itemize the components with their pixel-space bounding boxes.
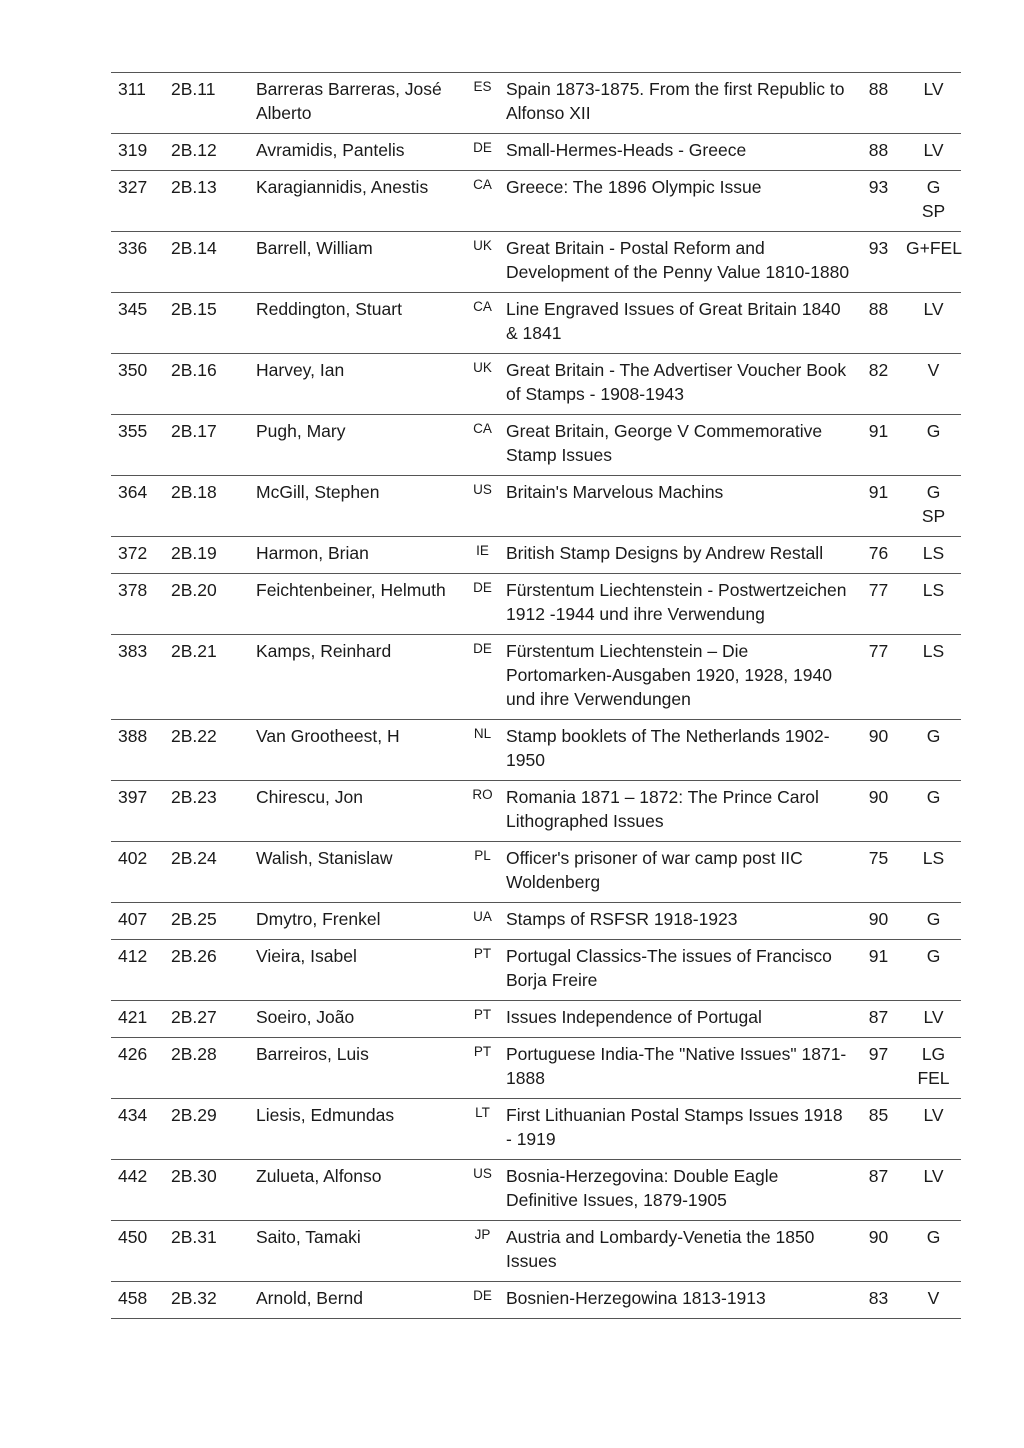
medal-cell: LV	[906, 73, 961, 134]
exhibit-code-cell: 2B.11	[171, 73, 256, 134]
country-code-cell: CA	[464, 415, 501, 476]
frame-number-cell: 434	[111, 1099, 171, 1160]
table-row	[111, 134, 961, 171]
frame-number-cell: 426	[111, 1038, 171, 1099]
exhibitor-name-cell: Arnold, Bernd	[256, 1282, 464, 1319]
frame-number-cell: 388	[111, 720, 171, 781]
exhibit-code-cell: 2B.20	[171, 574, 256, 635]
medal-cell: LV	[906, 293, 961, 354]
exhibitor-name-cell: Barrell, William	[256, 232, 464, 293]
country-code-cell: UK	[464, 232, 501, 293]
medal-cell: LV	[906, 134, 961, 171]
country-code-cell: US	[464, 476, 501, 537]
medal-cell: LS	[906, 537, 961, 574]
points-cell: 88	[851, 73, 906, 134]
exhibit-title-cell: First Lithuanian Postal Stamps Issues 1918 - 1919	[501, 1099, 851, 1160]
points-cell: 97	[851, 1038, 906, 1099]
points-cell: 91	[851, 940, 906, 1001]
exhibitor-name-cell: Saito, Tamaki	[256, 1221, 464, 1282]
exhibit-title-cell: Great Britain - Postal Reform and Development of the Penny Value 1810-1880	[501, 232, 851, 293]
country-code-cell: PT	[464, 1001, 501, 1038]
exhibit-title-cell: Austria and Lombardy-Venetia the 1850 Issues	[501, 1221, 851, 1282]
country-code-cell: DE	[464, 574, 501, 635]
exhibitor-name-cell: McGill, Stephen	[256, 476, 464, 537]
country-code-cell: DE	[464, 635, 501, 720]
exhibit-title-cell: Line Engraved Issues of Great Britain 1840 & 1841	[501, 293, 851, 354]
frame-number-cell: 421	[111, 1001, 171, 1038]
table-row	[111, 537, 961, 574]
country-code-cell: UK	[464, 354, 501, 415]
frame-number-cell: 311	[111, 73, 171, 134]
exhibit-code-cell: 2B.23	[171, 781, 256, 842]
frame-number-cell: 383	[111, 635, 171, 720]
exhibit-title-cell: Portugal Classics-The issues of Francisco Borja Freire	[501, 940, 851, 1001]
frame-number-cell: 336	[111, 232, 171, 293]
exhibit-title-cell: Great Britain, George V Commemorative Stamp Issues	[501, 415, 851, 476]
exhibitor-name-cell: Feichtenbeiner, Helmuth	[256, 574, 464, 635]
exhibitor-name-cell: Barreras Barreras, José Alberto	[256, 73, 464, 134]
exhibit-title-cell: Bosnia-Herzegovina: Double Eagle Definitive Issues, 1879-1905	[501, 1160, 851, 1221]
points-cell: 93	[851, 232, 906, 293]
frame-number-cell: 350	[111, 354, 171, 415]
country-code-cell: JP	[464, 1221, 501, 1282]
exhibit-title-cell: Portuguese India-The "Native Issues" 1871-1888	[501, 1038, 851, 1099]
country-code-cell: US	[464, 1160, 501, 1221]
points-cell: 83	[851, 1282, 906, 1319]
country-code-cell: IE	[464, 537, 501, 574]
points-cell: 90	[851, 903, 906, 940]
frame-number-cell: 402	[111, 842, 171, 903]
exhibit-title-cell: British Stamp Designs by Andrew Restall	[501, 537, 851, 574]
points-cell: 87	[851, 1001, 906, 1038]
medal-cell: G	[906, 720, 961, 781]
points-cell: 90	[851, 720, 906, 781]
table-row	[111, 1160, 961, 1221]
exhibit-title-cell: Spain 1873-1875. From the first Republic to Alfonso XII	[501, 73, 851, 134]
exhibitor-name-cell: Avramidis, Pantelis	[256, 134, 464, 171]
points-cell: 85	[851, 1099, 906, 1160]
exhibit-code-cell: 2B.12	[171, 134, 256, 171]
table-row	[111, 574, 961, 635]
table-row	[111, 903, 961, 940]
points-cell: 87	[851, 1160, 906, 1221]
points-cell: 76	[851, 537, 906, 574]
frame-number-cell: 327	[111, 171, 171, 232]
medal-cell: G	[906, 415, 961, 476]
medal-cell: V	[906, 354, 961, 415]
table-row	[111, 1221, 961, 1282]
exhibit-code-cell: 2B.13	[171, 171, 256, 232]
frame-number-cell: 412	[111, 940, 171, 1001]
medal-cell: LV	[906, 1099, 961, 1160]
exhibit-code-cell: 2B.31	[171, 1221, 256, 1282]
frame-number-cell: 458	[111, 1282, 171, 1319]
medal-cell: G SP	[906, 476, 961, 537]
frame-number-cell: 450	[111, 1221, 171, 1282]
medal-cell: V	[906, 1282, 961, 1319]
table-row	[111, 293, 961, 354]
exhibitor-name-cell: Barreiros, Luis	[256, 1038, 464, 1099]
country-code-cell: PT	[464, 1038, 501, 1099]
exhibit-title-cell: Stamps of RSFSR 1918-1923	[501, 903, 851, 940]
frame-number-cell: 372	[111, 537, 171, 574]
medal-cell: LG FEL	[906, 1038, 961, 1099]
medal-cell: LS	[906, 574, 961, 635]
medal-cell: LS	[906, 842, 961, 903]
exhibit-code-cell: 2B.19	[171, 537, 256, 574]
country-code-cell: RO	[464, 781, 501, 842]
exhibitor-name-cell: Kamps, Reinhard	[256, 635, 464, 720]
exhibitor-name-cell: Liesis, Edmundas	[256, 1099, 464, 1160]
points-cell: 88	[851, 293, 906, 354]
table-row	[111, 476, 961, 537]
table-row	[111, 1282, 961, 1319]
table-row	[111, 940, 961, 1001]
exhibitor-name-cell: Chirescu, Jon	[256, 781, 464, 842]
exhibitor-name-cell: Van Grootheest, H	[256, 720, 464, 781]
exhibitor-name-cell: Walish, Stanislaw	[256, 842, 464, 903]
medal-cell: G	[906, 940, 961, 1001]
points-cell: 77	[851, 574, 906, 635]
country-code-cell: PL	[464, 842, 501, 903]
country-code-cell: LT	[464, 1099, 501, 1160]
medal-cell: G	[906, 1221, 961, 1282]
exhibitor-name-cell: Zulueta, Alfonso	[256, 1160, 464, 1221]
table-row	[111, 232, 961, 293]
country-code-cell: CA	[464, 293, 501, 354]
frame-number-cell: 442	[111, 1160, 171, 1221]
exhibit-code-cell: 2B.21	[171, 635, 256, 720]
exhibit-code-cell: 2B.26	[171, 940, 256, 1001]
medal-cell: G+FEL	[906, 232, 961, 293]
points-cell: 75	[851, 842, 906, 903]
exhibit-code-cell: 2B.16	[171, 354, 256, 415]
exhibit-title-cell: Fürstentum Liechtenstein - Postwertzeichen 1912 -1944 und ihre Verwendung	[501, 574, 851, 635]
exhibit-title-cell: Romania 1871 – 1872: The Prince Carol Lithographed Issues	[501, 781, 851, 842]
table-row	[111, 1099, 961, 1160]
points-cell: 82	[851, 354, 906, 415]
medal-cell: G SP	[906, 171, 961, 232]
exhibit-code-cell: 2B.30	[171, 1160, 256, 1221]
table-row	[111, 635, 961, 720]
table-row	[111, 720, 961, 781]
exhibit-title-cell: Officer's prisoner of war camp post IIC Woldenberg	[501, 842, 851, 903]
frame-number-cell: 364	[111, 476, 171, 537]
medal-cell: G	[906, 903, 961, 940]
country-code-cell: NL	[464, 720, 501, 781]
document-page	[111, 72, 961, 1319]
exhibit-title-cell: Britain's Marvelous Machins	[501, 476, 851, 537]
points-cell: 91	[851, 415, 906, 476]
exhibitor-name-cell: Vieira, Isabel	[256, 940, 464, 1001]
exhibit-code-cell: 2B.27	[171, 1001, 256, 1038]
table-row	[111, 354, 961, 415]
exhibitor-name-cell: Karagiannidis, Anestis	[256, 171, 464, 232]
exhibit-code-cell: 2B.22	[171, 720, 256, 781]
table-row	[111, 73, 961, 134]
exhibitor-name-cell: Dmytro, Frenkel	[256, 903, 464, 940]
exhibitor-name-cell: Harmon, Brian	[256, 537, 464, 574]
frame-number-cell: 319	[111, 134, 171, 171]
points-cell: 90	[851, 1221, 906, 1282]
medal-cell: LV	[906, 1001, 961, 1038]
country-code-cell: DE	[464, 1282, 501, 1319]
frame-number-cell: 355	[111, 415, 171, 476]
points-cell: 77	[851, 635, 906, 720]
country-code-cell: DE	[464, 134, 501, 171]
exhibit-title-cell: Stamp booklets of The Netherlands 1902-1950	[501, 720, 851, 781]
table-row	[111, 1001, 961, 1038]
exhibitor-name-cell: Reddington, Stuart	[256, 293, 464, 354]
points-cell: 90	[851, 781, 906, 842]
exhibit-title-cell: Great Britain - The Advertiser Voucher Book of Stamps - 1908-1943	[501, 354, 851, 415]
exhibit-title-cell: Small-Hermes-Heads - Greece	[501, 134, 851, 171]
exhibit-title-cell: Greece: The 1896 Olympic Issue	[501, 171, 851, 232]
medal-cell: G	[906, 781, 961, 842]
exhibit-code-cell: 2B.15	[171, 293, 256, 354]
points-cell: 91	[851, 476, 906, 537]
points-cell: 88	[851, 134, 906, 171]
country-code-cell: CA	[464, 171, 501, 232]
frame-number-cell: 397	[111, 781, 171, 842]
table-body	[111, 73, 961, 1319]
exhibitor-name-cell: Harvey, Ian	[256, 354, 464, 415]
medal-cell: LS	[906, 635, 961, 720]
frame-number-cell: 407	[111, 903, 171, 940]
exhibit-title-cell: Bosnien-Herzegowina 1813-1913	[501, 1282, 851, 1319]
exhibit-results-table	[111, 72, 961, 1319]
country-code-cell: PT	[464, 940, 501, 1001]
exhibit-code-cell: 2B.25	[171, 903, 256, 940]
points-cell: 93	[851, 171, 906, 232]
exhibit-code-cell: 2B.32	[171, 1282, 256, 1319]
country-code-cell: ES	[464, 73, 501, 134]
exhibit-code-cell: 2B.29	[171, 1099, 256, 1160]
table-row	[111, 781, 961, 842]
exhibit-code-cell: 2B.14	[171, 232, 256, 293]
table-row	[111, 415, 961, 476]
exhibit-code-cell: 2B.24	[171, 842, 256, 903]
exhibitor-name-cell: Soeiro, João	[256, 1001, 464, 1038]
medal-cell: LV	[906, 1160, 961, 1221]
exhibit-code-cell: 2B.17	[171, 415, 256, 476]
table-row	[111, 1038, 961, 1099]
country-code-cell: UA	[464, 903, 501, 940]
exhibit-title-cell: Fürstentum Liechtenstein – Die Portomarken-Ausgaben 1920, 1928, 1940 und ihre Verwendungen	[501, 635, 851, 720]
frame-number-cell: 378	[111, 574, 171, 635]
exhibit-code-cell: 2B.18	[171, 476, 256, 537]
exhibitor-name-cell: Pugh, Mary	[256, 415, 464, 476]
exhibit-title-cell: Issues Independence of Portugal	[501, 1001, 851, 1038]
frame-number-cell: 345	[111, 293, 171, 354]
exhibit-code-cell: 2B.28	[171, 1038, 256, 1099]
table-row	[111, 171, 961, 232]
table-row	[111, 842, 961, 903]
